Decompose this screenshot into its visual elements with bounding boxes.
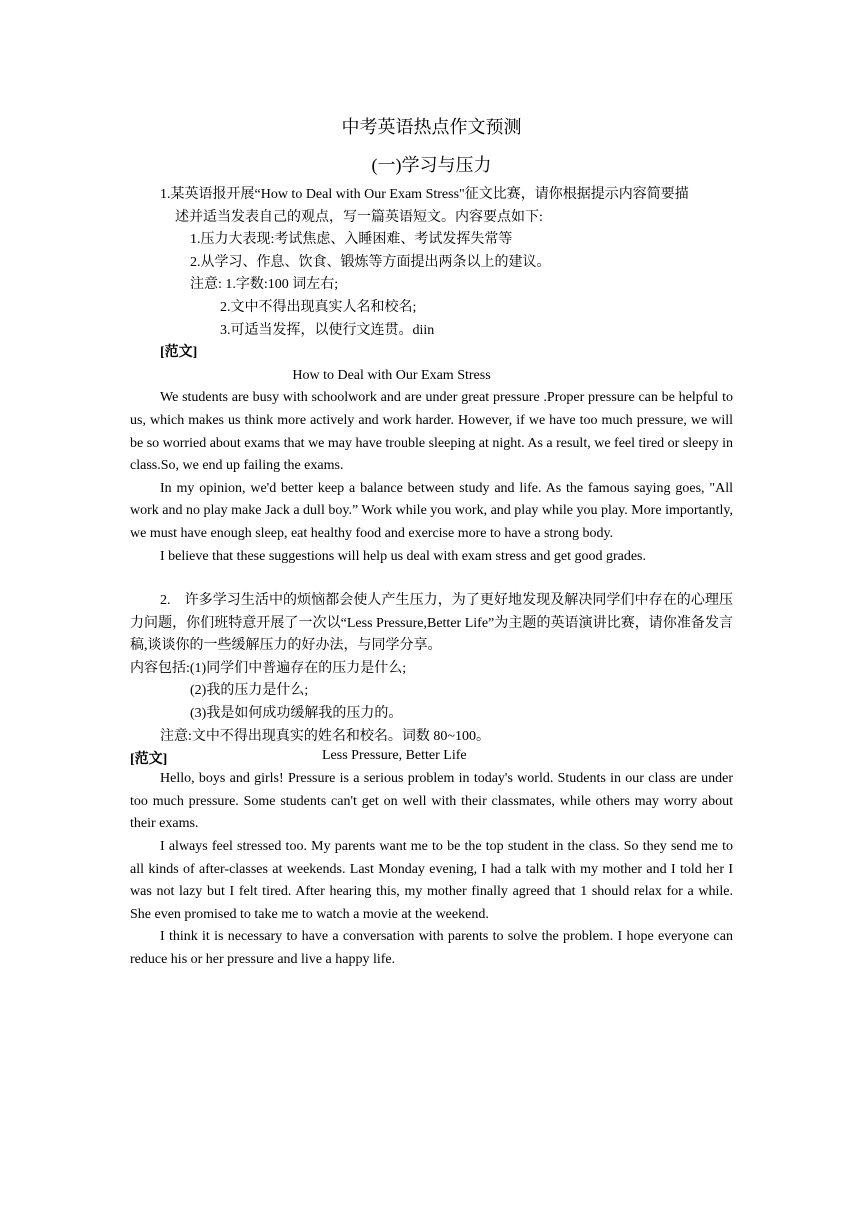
q1-prompt-line1: 1.某英语报开展“How to Deal with Our Exam Stress"征文比赛，请你根据提示内容简要描 (160, 187, 689, 202)
q2-note: 注意:文中不得出现真实的姓名和校名。词数 80~100。 (160, 728, 490, 744)
q1-note-3: 3.可适当发挥，以使行文连贯。diin (220, 322, 435, 338)
q1-essay-title: How to Deal with Our Exam Stress (292, 367, 491, 383)
spacer (130, 568, 733, 590)
q2-sample-label: [范文] (130, 752, 168, 768)
q2-sample-header (130, 748, 733, 768)
q2-essay-para-2: I always feel stressed too. My parents want me to be the top student in the class. So they send me to all kinds of after-classes at weekends. Last Monday evening, I had a talk with my mother and I told her I was not lazy but I felt tired. After hearing this, my mother finally agreed that 1 should relax for a while. She even promised to take me to watch a movie at the weekend. (130, 839, 733, 922)
document-content (130, 112, 733, 972)
q2-content-item-3: (3)我是如何成功缓解我的压力的。 (190, 706, 403, 722)
q2-content-item-2: (2)我的压力是什么; (190, 683, 309, 699)
q1-note-2: 2.文中不得出现真实人名和校名; (220, 299, 417, 315)
q2-essay-para-3: I think it is necessary to have a conversation with parents to solve the problem. I hope everyone can reduce his or her pressure and live a happy life. (130, 929, 733, 967)
q2-essay-para-1: Hello, boys and girls! Pressure is a serious problem in today's world. Students in our class are under too much pressure. Some students can't get on well with their classmates, while others may worry about their exams. (130, 771, 733, 832)
q1-essay-para-1: We students are busy with schoolwork and are under great pressure .Proper pressure can be helpful to us, which makes us think more actively and work harder. However, if we have too much pressure, we will be so worried about exams that we may have trouble sleeping at night. As a result, we feel tired or sleepy in class.So, we end up failing the exams. (130, 390, 733, 474)
section-title: (一)学习与压力 (371, 155, 492, 175)
q2-essay-title: Less Pressure, Better Life (322, 748, 467, 764)
question-1 (130, 184, 733, 568)
page-title: 中考英语热点作文预测 (341, 117, 522, 137)
question-2 (130, 590, 733, 972)
q2-content-item-1: 内容包括:(1)同学们中普遍存在的压力是什么; (130, 660, 407, 676)
q1-point-2: 2.从学习、作息、饮食、锻炼等方面提出两条以上的建议。 (190, 254, 551, 270)
q1-essay-para-2: In my opinion, we'd better keep a balance between study and life. As the famous saying goes, "All work and no play make Jack a dull boy.” Work while you work, and play while you play. More importantly, we must have enough sleep, eat healthy food and exercise more to have a strong body. (130, 480, 733, 541)
q1-sample-label: [范文] (160, 345, 198, 361)
q1-prompt-line2: 述并适当发表自己的观点，写一篇英语短文。内容要点如下: (175, 209, 543, 225)
q2-prompt: 2. 许多学习生活中的烦恼都会使人产生压力，为了更好地发现及解决同学们中存在的心理压力问题，你们班特意开展了一次以“Less Pressure,Better Life”为主题的英语演讲比赛，请你准备发言稿,谈谈你的一些缓解压力的好办法，与同学分享。 (130, 593, 733, 654)
q1-essay-para-3: I believe that these suggestions will help us deal with exam stress and get good grades. (160, 548, 647, 564)
q1-point-1: 1.压力大表现:考试焦虑、入睡困难、考试发挥失常等 (190, 232, 513, 248)
q1-note-1: 注意: 1.字数:100 词左右; (190, 277, 339, 293)
